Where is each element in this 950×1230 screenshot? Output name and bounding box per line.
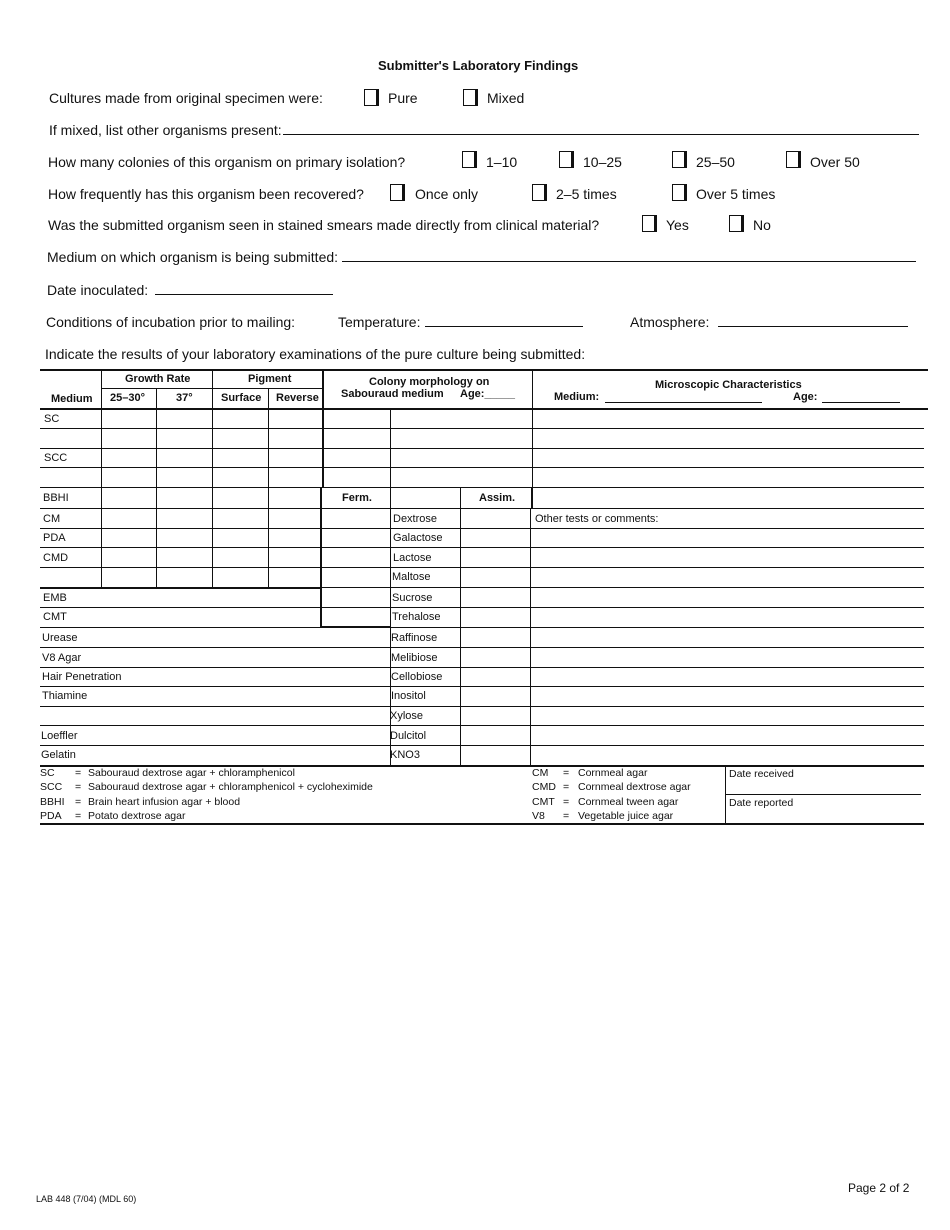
legend-desc: Vegetable juice agar [578, 810, 674, 822]
mixed-checkbox[interactable] [463, 89, 478, 106]
micro-age-field[interactable] [822, 402, 900, 403]
legend-desc: Cornmeal dextrose agar [578, 781, 691, 793]
medium-question: Medium on which organism is being submitted: [47, 249, 339, 265]
legend-abbr: CM [532, 767, 549, 779]
colonies-1-10-label: 1–10 [486, 154, 518, 170]
smears-yes-checkbox[interactable] [642, 215, 657, 232]
medium-column-header: Medium [51, 393, 93, 405]
sugar-label: Inositol [391, 690, 426, 702]
once-only-label: Once only [415, 186, 479, 202]
surface-header: Surface [221, 392, 262, 404]
sugar-label: Melibiose [391, 652, 438, 664]
cultures-question: Cultures made from original specimen were: [49, 90, 323, 106]
colonies-over-50-label: Over 50 [810, 154, 860, 170]
sugar-label: Xylose [390, 710, 424, 722]
media-row-label: Urease [42, 632, 78, 644]
legend-abbr: V8 [532, 810, 545, 822]
sugar-label: Dextrose [393, 513, 438, 525]
smears-no-checkbox[interactable] [729, 215, 744, 232]
medium-field[interactable] [342, 261, 916, 262]
ferm-header: Ferm. [342, 492, 372, 504]
legend-abbr: SC [40, 767, 55, 779]
date-received-field[interactable]: Date received [729, 768, 794, 780]
assim-header: Assim. [479, 492, 516, 504]
page-number: Page 2 of 2 [848, 1181, 910, 1195]
temp-25-30-header: 25–30° [110, 392, 145, 404]
colonies-1-10-checkbox[interactable] [462, 151, 477, 168]
over-5-times-label: Over 5 times [696, 186, 776, 202]
pure-checkbox[interactable] [364, 89, 379, 106]
media-row-label: Hair Penetration [42, 671, 122, 683]
sugar-label: Cellobiose [391, 671, 443, 683]
page-title: Submitter's Laboratory Findings [378, 58, 579, 73]
media-row-label: EMB [43, 592, 67, 604]
once-only-checkbox[interactable] [390, 184, 405, 201]
microscopic-characteristics-header: Microscopic Characteristics [655, 379, 802, 391]
colony-age-header: Age:_____ [460, 388, 516, 400]
sugar-label: Galactose [393, 532, 443, 544]
temperature-field[interactable] [425, 326, 583, 327]
conditions-question: Conditions of incubation prior to mailing: [46, 314, 296, 330]
legend-desc: Brain heart infusion agar + blood [88, 796, 241, 808]
legend-abbr: CMT [532, 796, 555, 808]
date-inoculated-field[interactable] [155, 294, 333, 295]
media-row-label: CMT [43, 611, 67, 623]
media-row-label: SCC [44, 452, 68, 464]
legend-eq: = [563, 767, 570, 779]
atmosphere-field[interactable] [718, 326, 908, 327]
sugar-label: Sucrose [392, 592, 433, 604]
legend-abbr: BBHI [40, 796, 65, 808]
legend-desc: Sabouraud dextrose agar + chloramphenicol [88, 767, 295, 779]
frequency-question: How frequently has this organism been recovered? [48, 186, 364, 202]
temp-37-header: 37° [176, 392, 193, 404]
legend-abbr: CMD [532, 781, 556, 793]
sugar-label: Raffinose [391, 632, 438, 644]
media-row-label: V8 Agar [42, 652, 82, 664]
smears-no-label: No [753, 217, 771, 233]
legend-abbr: PDA [40, 810, 62, 822]
legend-eq: = [75, 781, 82, 793]
atmosphere-label: Atmosphere: [630, 314, 710, 330]
micro-medium-label: Medium: [554, 391, 600, 403]
smears-yes-label: Yes [666, 217, 689, 233]
smears-question: Was the submitted organism seen in stained smears made directly from clinical material? [48, 217, 600, 233]
mixed-label: Mixed [487, 90, 525, 106]
legend-eq: = [75, 810, 82, 822]
date-reported-field[interactable]: Date reported [729, 797, 794, 809]
legend-eq: = [75, 796, 82, 808]
sugar-label: Lactose [393, 552, 432, 564]
colonies-question: How many colonies of this organism on primary isolation? [48, 154, 406, 170]
form-code: LAB 448 (7/04) (MDL 60) [36, 1194, 137, 1204]
colonies-10-25-checkbox[interactable] [559, 151, 574, 168]
over-5-times-checkbox[interactable] [672, 184, 687, 201]
mixed-organisms-question: If mixed, list other organisms present: [49, 122, 282, 138]
sugar-label: Dulcitol [390, 730, 427, 742]
media-row-label: Loeffler [41, 730, 78, 742]
colonies-25-50-checkbox[interactable] [672, 151, 687, 168]
legend-eq: = [75, 767, 82, 779]
sugar-label: Trehalose [392, 611, 441, 623]
colonies-over-50-checkbox[interactable] [786, 151, 801, 168]
colony-morphology-header: Colony morphology on [369, 376, 490, 388]
two-five-times-label: 2–5 times [556, 186, 617, 202]
two-five-times-checkbox[interactable] [532, 184, 547, 201]
media-row-label: SC [44, 413, 60, 425]
legend-abbr: SCC [40, 781, 63, 793]
legend-eq: = [563, 781, 570, 793]
legend-desc: Cornmeal agar [578, 767, 648, 779]
colonies-10-25-label: 10–25 [583, 154, 622, 170]
indicate-instruction: Indicate the results of your laboratory examinations of the pure culture being submitted: [45, 346, 586, 362]
growth-rate-header: Growth Rate [125, 373, 191, 385]
media-row-label: Thiamine [42, 690, 88, 702]
micro-medium-field[interactable] [605, 402, 762, 403]
legend-eq: = [563, 796, 570, 808]
reverse-header: Reverse [276, 392, 319, 404]
media-row-label: BBHI [43, 492, 69, 504]
sugar-label: Maltose [392, 571, 431, 583]
legend-desc: Cornmeal tween agar [578, 796, 679, 808]
sugar-label: KNO3 [390, 749, 420, 761]
other-tests-label: Other tests or comments: [535, 513, 659, 525]
legend-desc: Potato dextrose agar [88, 810, 186, 822]
legend-eq: = [563, 810, 570, 822]
date-inoculated-question: Date inoculated: [47, 282, 149, 298]
colonies-25-50-label: 25–50 [696, 154, 735, 170]
mixed-organisms-field[interactable] [283, 134, 919, 135]
pigment-header: Pigment [248, 373, 292, 385]
temperature-label: Temperature: [338, 314, 421, 330]
micro-age-label: Age: [793, 391, 818, 403]
media-row-label: CM [43, 513, 61, 525]
pure-label: Pure [388, 90, 418, 106]
sabouraud-medium-header: Sabouraud medium [341, 388, 444, 400]
media-row-label: CMD [43, 552, 69, 564]
legend-desc: Sabouraud dextrose agar + chloramphenicol + cycloheximide [88, 781, 373, 793]
media-row-label: PDA [43, 532, 66, 544]
media-row-label: Gelatin [41, 749, 76, 761]
